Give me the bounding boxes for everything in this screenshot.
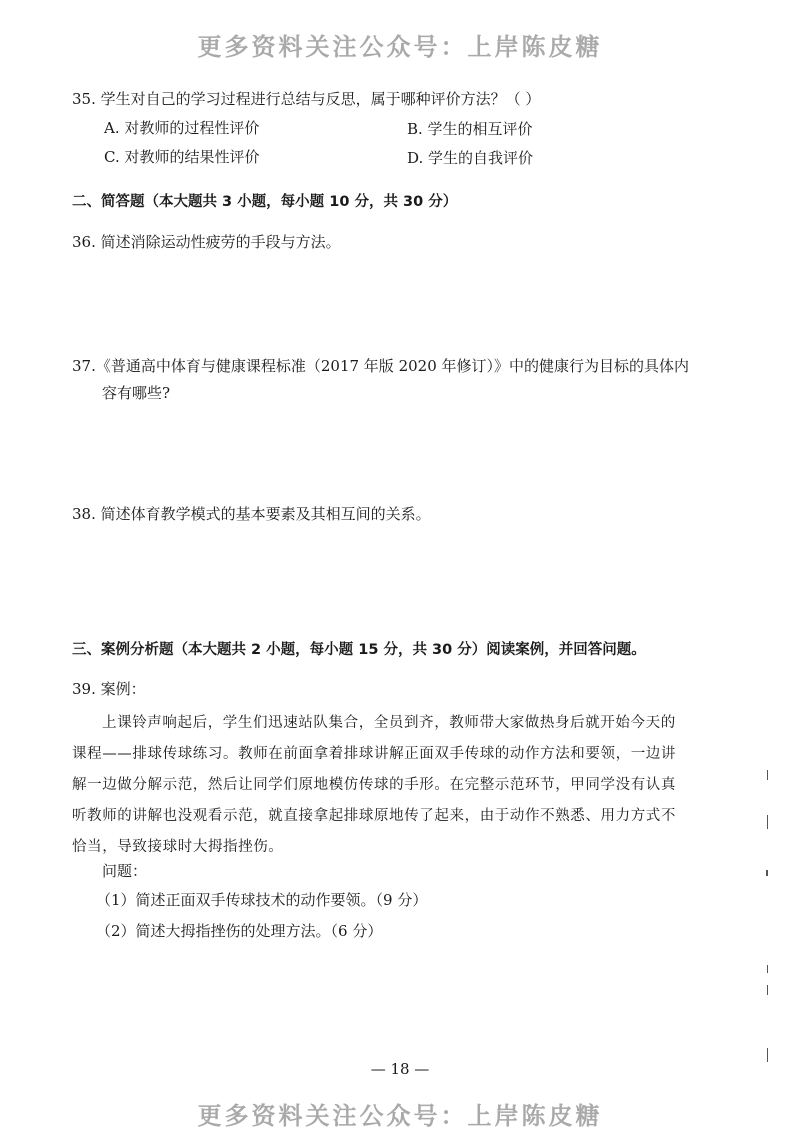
question-38: 38. 简述体育教学模式的基本要素及其相互间的关系。 (72, 505, 431, 523)
section-3-heading: 三、案例分析题（本大题共 2 小题，每小题 15 分，共 30 分）阅读案例，并回答问题。 (72, 642, 646, 658)
question-35-option-c: C. 对教师的结果性评价 (104, 148, 260, 166)
scan-speck (766, 870, 768, 876)
question-39-question-label: 问题： (102, 862, 148, 880)
question-37-line-1: 37.《普通高中体育与健康课程标准（2017 年版 2020 年修订）》中的健康行为目标的具体内 (72, 357, 690, 375)
scan-speck (767, 985, 768, 995)
scan-speck (767, 965, 768, 973)
watermark-bottom: 更多资料关注公众号：上岸陈皮糖 (197, 1102, 603, 1130)
question-39-label: 39. 案例： (72, 680, 146, 698)
scan-speck (767, 1048, 768, 1062)
case-line-2: 课程——排球传球练习。教师在前面拿着排球讲解正面双手传球的动作方法和要领，一边讲 (72, 746, 676, 762)
question-35-option-b: B. 学生的相互评价 (407, 120, 533, 138)
case-line-4: 听教师的讲解也没观看示范，就直接拿起排球原地传了起来，由于动作不熟悉、用力方式不 (72, 808, 676, 824)
case-line-1: 上课铃声响起后，学生们迅速站队集合，全员到齐，教师带大家做热身后就开始今天的 (102, 715, 676, 731)
section-2-heading: 二、简答题（本大题共 3 小题，每小题 10 分，共 30 分） (72, 194, 458, 210)
case-line-5: 恰当，导致接球时大拇指挫伤。 (72, 839, 284, 855)
question-36: 36. 简述消除运动性疲劳的手段与方法。 (72, 233, 341, 251)
case-line-3: 解一边做分解示范，然后让同学们原地模仿传球的手形。在完整示范环节，甲同学没有认真 (72, 777, 676, 793)
question-35-option-d: D. 学生的自我评价 (407, 149, 534, 167)
question-37-line-2: 容有哪些? (102, 384, 171, 402)
scan-speck (767, 770, 768, 780)
question-35-stem: 35. 学生对自己的学习过程进行总结与反思，属于哪种评价方法？（ ） (72, 90, 541, 108)
question-35-option-a: A. 对教师的过程性评价 (104, 119, 260, 137)
question-39-sub-1: （1）简述正面双手传球技术的动作要领。（9 分） (96, 891, 428, 909)
question-39-sub-2: （2）简述大拇指挫伤的处理方法。（6 分） (96, 922, 383, 940)
scan-speck (767, 815, 768, 829)
page-number: — 18 — (370, 1060, 430, 1078)
watermark-top: 更多资料关注公众号：上岸陈皮糖 (197, 33, 603, 61)
